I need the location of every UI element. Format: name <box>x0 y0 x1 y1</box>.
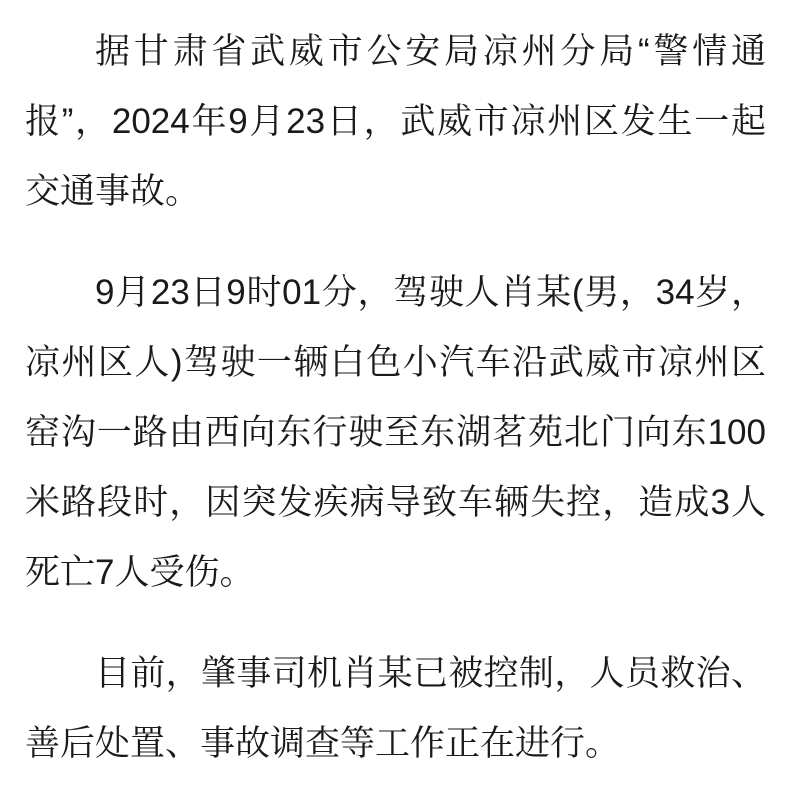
article-paragraph-current-status: 目前，肇事司机肖某已被控制，人员救治、善后处置、事故调查等工作正在进行。 <box>25 654 766 763</box>
article-paragraph-intro: 据甘肃省武威市公安局凉州分局“警情通报”，2024年9月23日，武威市凉州区发生一起交通事故。 <box>25 32 766 211</box>
article-paragraph-accident-details: 9月23日9时01分，驾驶人肖某(男，34岁，凉州区人)驾驶一辆白色小汽车沿武威市凉州区窑沟一路由西向东行驶至东湖茗苑北门向东100米路段时，因突发疾病导致车辆失控，造成3人死亡7人受伤。 <box>25 273 766 592</box>
